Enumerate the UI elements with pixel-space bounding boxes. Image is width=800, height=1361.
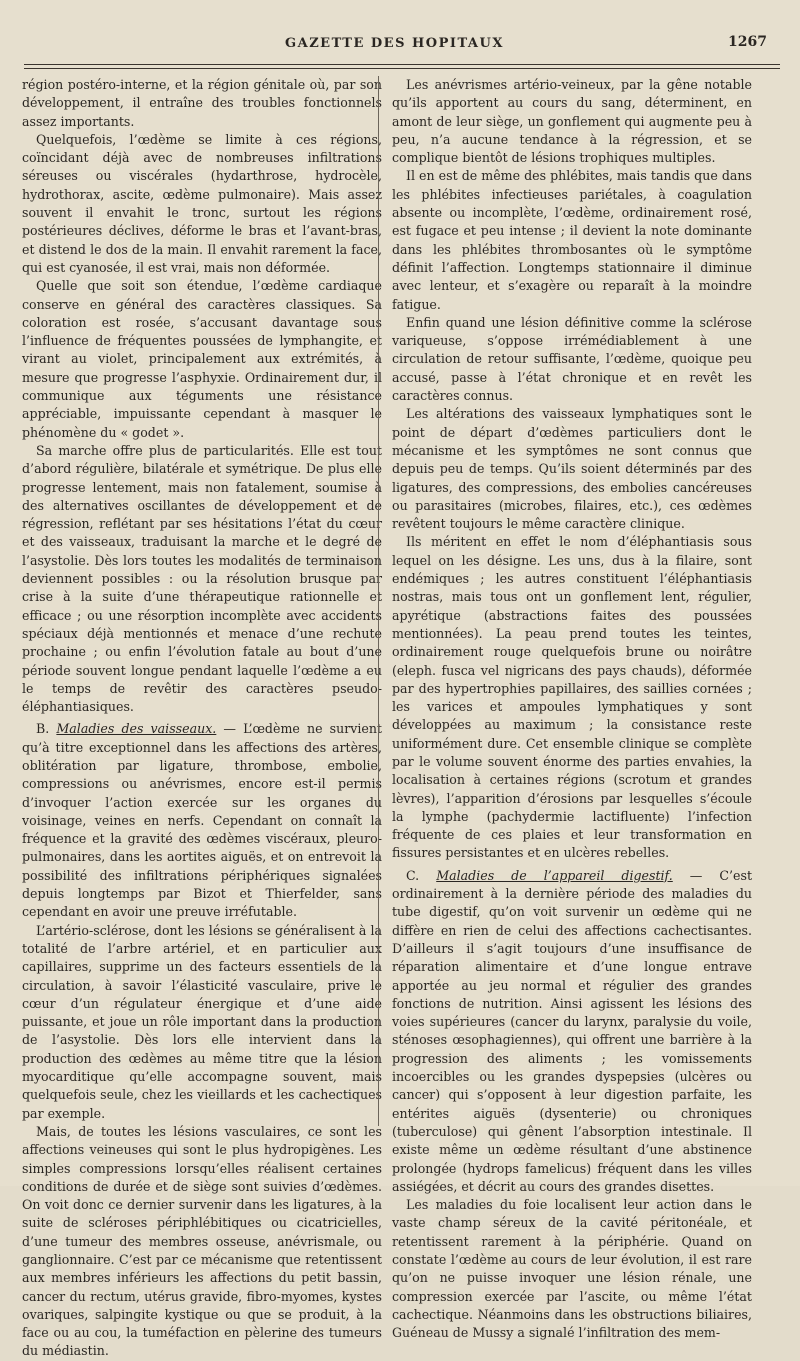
section-b-title: Maladies des vaisseaux. bbox=[56, 721, 217, 737]
paragraph: Enfin quand une lésion définitive comme la sclérose variqueuse, s’oppose irrémédiablement à une circulation de retour suffisante, l’œdème, quoique peu accusé, passe à l’état chronique et en revêt les caractères connus. bbox=[392, 314, 752, 404]
paragraph: Les anévrismes artério-veineux, par la gêne notable qu’ils apportent au cours du sang, déterminent, en amont de leur siège, un gonflement qui augmente peu à peu, n’a aucune tendance à la régression, et se complique bientôt de lésions trophiques multiples. bbox=[392, 77, 752, 166]
header-rule bbox=[24, 64, 780, 65]
column-divider bbox=[378, 76, 379, 1126]
paragraph: L’artério-sclérose, dont les lésions se généralisent à la totalité de l’arbre artériel, et en particulier aux capillaires, supprime un des facteurs essentiels de la circulation, à savoir l’élasticité vasculaire, prive le cœur d’un régulateur énergique et d’une aide puissante, et joue un rôle important dans la production de l’asystolie. Dès lors elle intervient dans la production des œdèmes au même titre que la lésion myocarditique qu’elle accompagne souvent, mais quelquefois seule, chez les vieillards et les cachectiques par exemple. bbox=[22, 922, 382, 1121]
page-header bbox=[0, 30, 800, 60]
section-c-title: Maladies de l’appareil digestif. bbox=[436, 867, 673, 883]
left-column bbox=[22, 76, 382, 1361]
paragraph: Ils méritent en effet le nom d’éléphantiasis sous lequel on les désigne. Les uns, dus à la filaire, sont endémiques ; les autres constituent l’éléphantiasis nostras, mais tous ont un gonflement lent, régulier, apyrétique (abstractions faites des poussées mentionnées). La peau prend toutes les teintes, ordinairement rouge quelquefois brune ou noirâtre (eleph. fusca vel nigricans des pays chauds), déformée par des hypertrophies papillaires, des saillies cornées ; les varices et ampoules lymphatiques y sont développées au maximum ; la consistance reste uniformément dure. Cet ensemble clinique se complète par le volume souvent énorme des parties envahies, la localisation à certaines régions (scrotum et grandes lèvres), l’apparition d’érosions par lesquelles s’écoule la lymphe (pachydermie lactifluente) l’infection fréquente de ces plaies et leur transformation en fissures persistantes et en ulcères rebelles. bbox=[392, 534, 752, 861]
section-c-text: — C’est ordinairement à la dernière période des maladies du tube digestif, qu’on voit survenir un œdème qui ne diffère en rien de celui des affections cachectisantes. D’ailleurs il s’agit toujours d’une insuffisance de réparation alimentaire et d’une longue entrave apportée au jeu normal et régulier des grandes fonctions de nutrition. Ainsi agissent les lésions des voies supérieures (cancer du larynx, paralysie du voile, sténoses œsophagiennes), qui offrent une barrière à la progression des aliments ; les vomissements incoercibles ou les grandes dyspepsies (ulcères ou cancer) qui s’opposent à leur digestion parfaite, les entérites aiguës (dysenterie) ou chroniques (tuberculose) qui gênent l’absorption intestinale. Il existe même un œdème résultant d’une abstinence prolongée (hydrops famelicus) fréquent dans les villes assiégées, et décrit au cours des grandes disettes. bbox=[392, 867, 753, 1194]
paragraph: Il en est de même des phlébites, mais tandis que dans les phlébites infectieuses pariétales, à coagulation absente ou incomplète, l’œdème, ordinairement rosé, est fugace et peu intense ; il devient la note dominante dans les phlébites thrombosantes où le symptôme définit l’affection. Longtemps stationnaire il diminue avec lenteur, et s’exagère ou reparaît à la moindre fatigue. bbox=[392, 168, 752, 312]
section-b-paragraph bbox=[22, 720, 382, 921]
paragraph: Les maladies du foie localisent leur action dans le vaste champ séreux de la cavité péritonéale, et retentissent rarement à la périphérie. Quand on constate l’œdème au cours de leur évolution, il est rare qu’on ne puisse invoquer une lésion rénale, une compression exercée par l’ascite, ou même l’état cachectique. Néanmoins dans les obstructions biliaires, Guéneau de Mussy a signalé l’infiltration des mem- bbox=[392, 1197, 752, 1341]
page-number: 1267 bbox=[728, 34, 767, 50]
section-b-label: B. bbox=[36, 721, 50, 737]
paragraph: Mais, de toutes les lésions vasculaires, ce sont les affections veineuses qui sont le plus hydropigènes. Les simples compressions lorsqu’elles réalisent certaines conditions de durée et de siège sont suivies d’œdèmes. On voit donc ce dernier survenir dans les ligatures, à la suite de scléroses périphlébitiques ou cicatricielles, d’une tumeur des membres osseuse, anévrismale, ou ganglionnaire. C’est par ce mécanisme que retentissent aux membres inférieurs les affections du petit bassin, cancer du rectum, utérus gravide, fibro-myomes, kystes ovariques, salpingite kystique ou que se produit, à la face ou au cou, la tuméfaction en pèlerine des tumeurs du médiastin. bbox=[22, 1123, 382, 1359]
header-rule-thin bbox=[24, 68, 780, 69]
paragraph: Quelquefois, l’œdème se limite à ces régions, coïncidant déjà avec de nombreuses infiltrations séreuses ou viscérales (hydarthrose, hydrocèle, hydrothorax, ascite, œdème pulmonaire). Mais assez souvent il envahit le tronc, surtout les régions postérieures déclives, déforme le bras et l’avant-bras, et distend le dos de la main. Il envahit rarement la face, qui est cyanosée, il est vrai, mais non déformée. bbox=[22, 131, 382, 275]
paragraph: région postéro-interne, et la région génitale où, par son développement, il entraîne des troubles fonctionnels assez importants. bbox=[22, 77, 382, 129]
paragraph: Les altérations des vaisseaux lymphatiques sont le point de départ d’œdèmes particuliers dont le mécanisme et les symptômes ne sont connus que depuis peu de temps. Qu’ils soient déterminés par des ligatures, des compressions, des embolies cancéreuses ou parasitaires (microbes, filaires, etc.), ces œdèmes revêtent toujours le même caractère clinique. bbox=[392, 406, 752, 532]
running-title: GAZETTE DES HOPITAUX bbox=[285, 36, 504, 51]
section-c-label: C. bbox=[406, 867, 420, 883]
section-b-text: — L’œdème ne survient qu’à titre exceptionnel dans les affections des artères, oblitération par ligature, thrombose, embolie, compressions ou anévrismes, encore est-il permis d’invoquer l’action exercée sur les organes du voisinage, veines en nerfs. Cependant on connaît la fréquence et la gravité des œdèmes viscéraux, pleuro-pulmonaires, dans les aortites aiguës, et on entrevoit la possibilité des infiltrations périphériques signalées depuis longtemps par Bizot et Thierfelder, sans cependant en avoir une preuve irréfutable. bbox=[22, 721, 382, 920]
paragraph: Quelle que soit son étendue, l’œdème cardiaque conserve en général des caractères classiques. Sa coloration est rosée, s’accusant davantage sous l’influence de fréquentes poussées de lymphangite, et virant au violet, principalement aux extrémités, à mesure que progresse l’asphyxie. Ordinairement dur, il communique aux téguments une résistance appréciable, impuissante cependant à masquer le phénomène du « godet ». bbox=[22, 278, 382, 440]
section-c-paragraph bbox=[392, 867, 752, 1196]
paragraph: Sa marche offre plus de particularités. Elle est tout d’abord régulière, bilatérale et symétrique. De plus elle progresse lentement, mais non fatalement, soumise à des alternatives oscillantes de développement et de régression, reflétant par ses hésitations l’état du cœur et des vaisseaux, traduisant la marche et le degré de l’asystolie. Dès lors toutes les modalités de terminaison deviennent possibles : ou la résolution brusque par crise à la suite d’une thérapeutique rationnelle et efficace ; ou une résorption incomplète avec accidents spéciaux déjà mentionnés et menace d’une rechute prochaine ; ou enfin l’évolution fatale au bout d’une période souvent longue pendant laquelle l’œdème a eu le temps de revêtir des caractères pseudo-éléphantiasiques. bbox=[22, 442, 382, 715]
right-column bbox=[392, 76, 752, 1342]
